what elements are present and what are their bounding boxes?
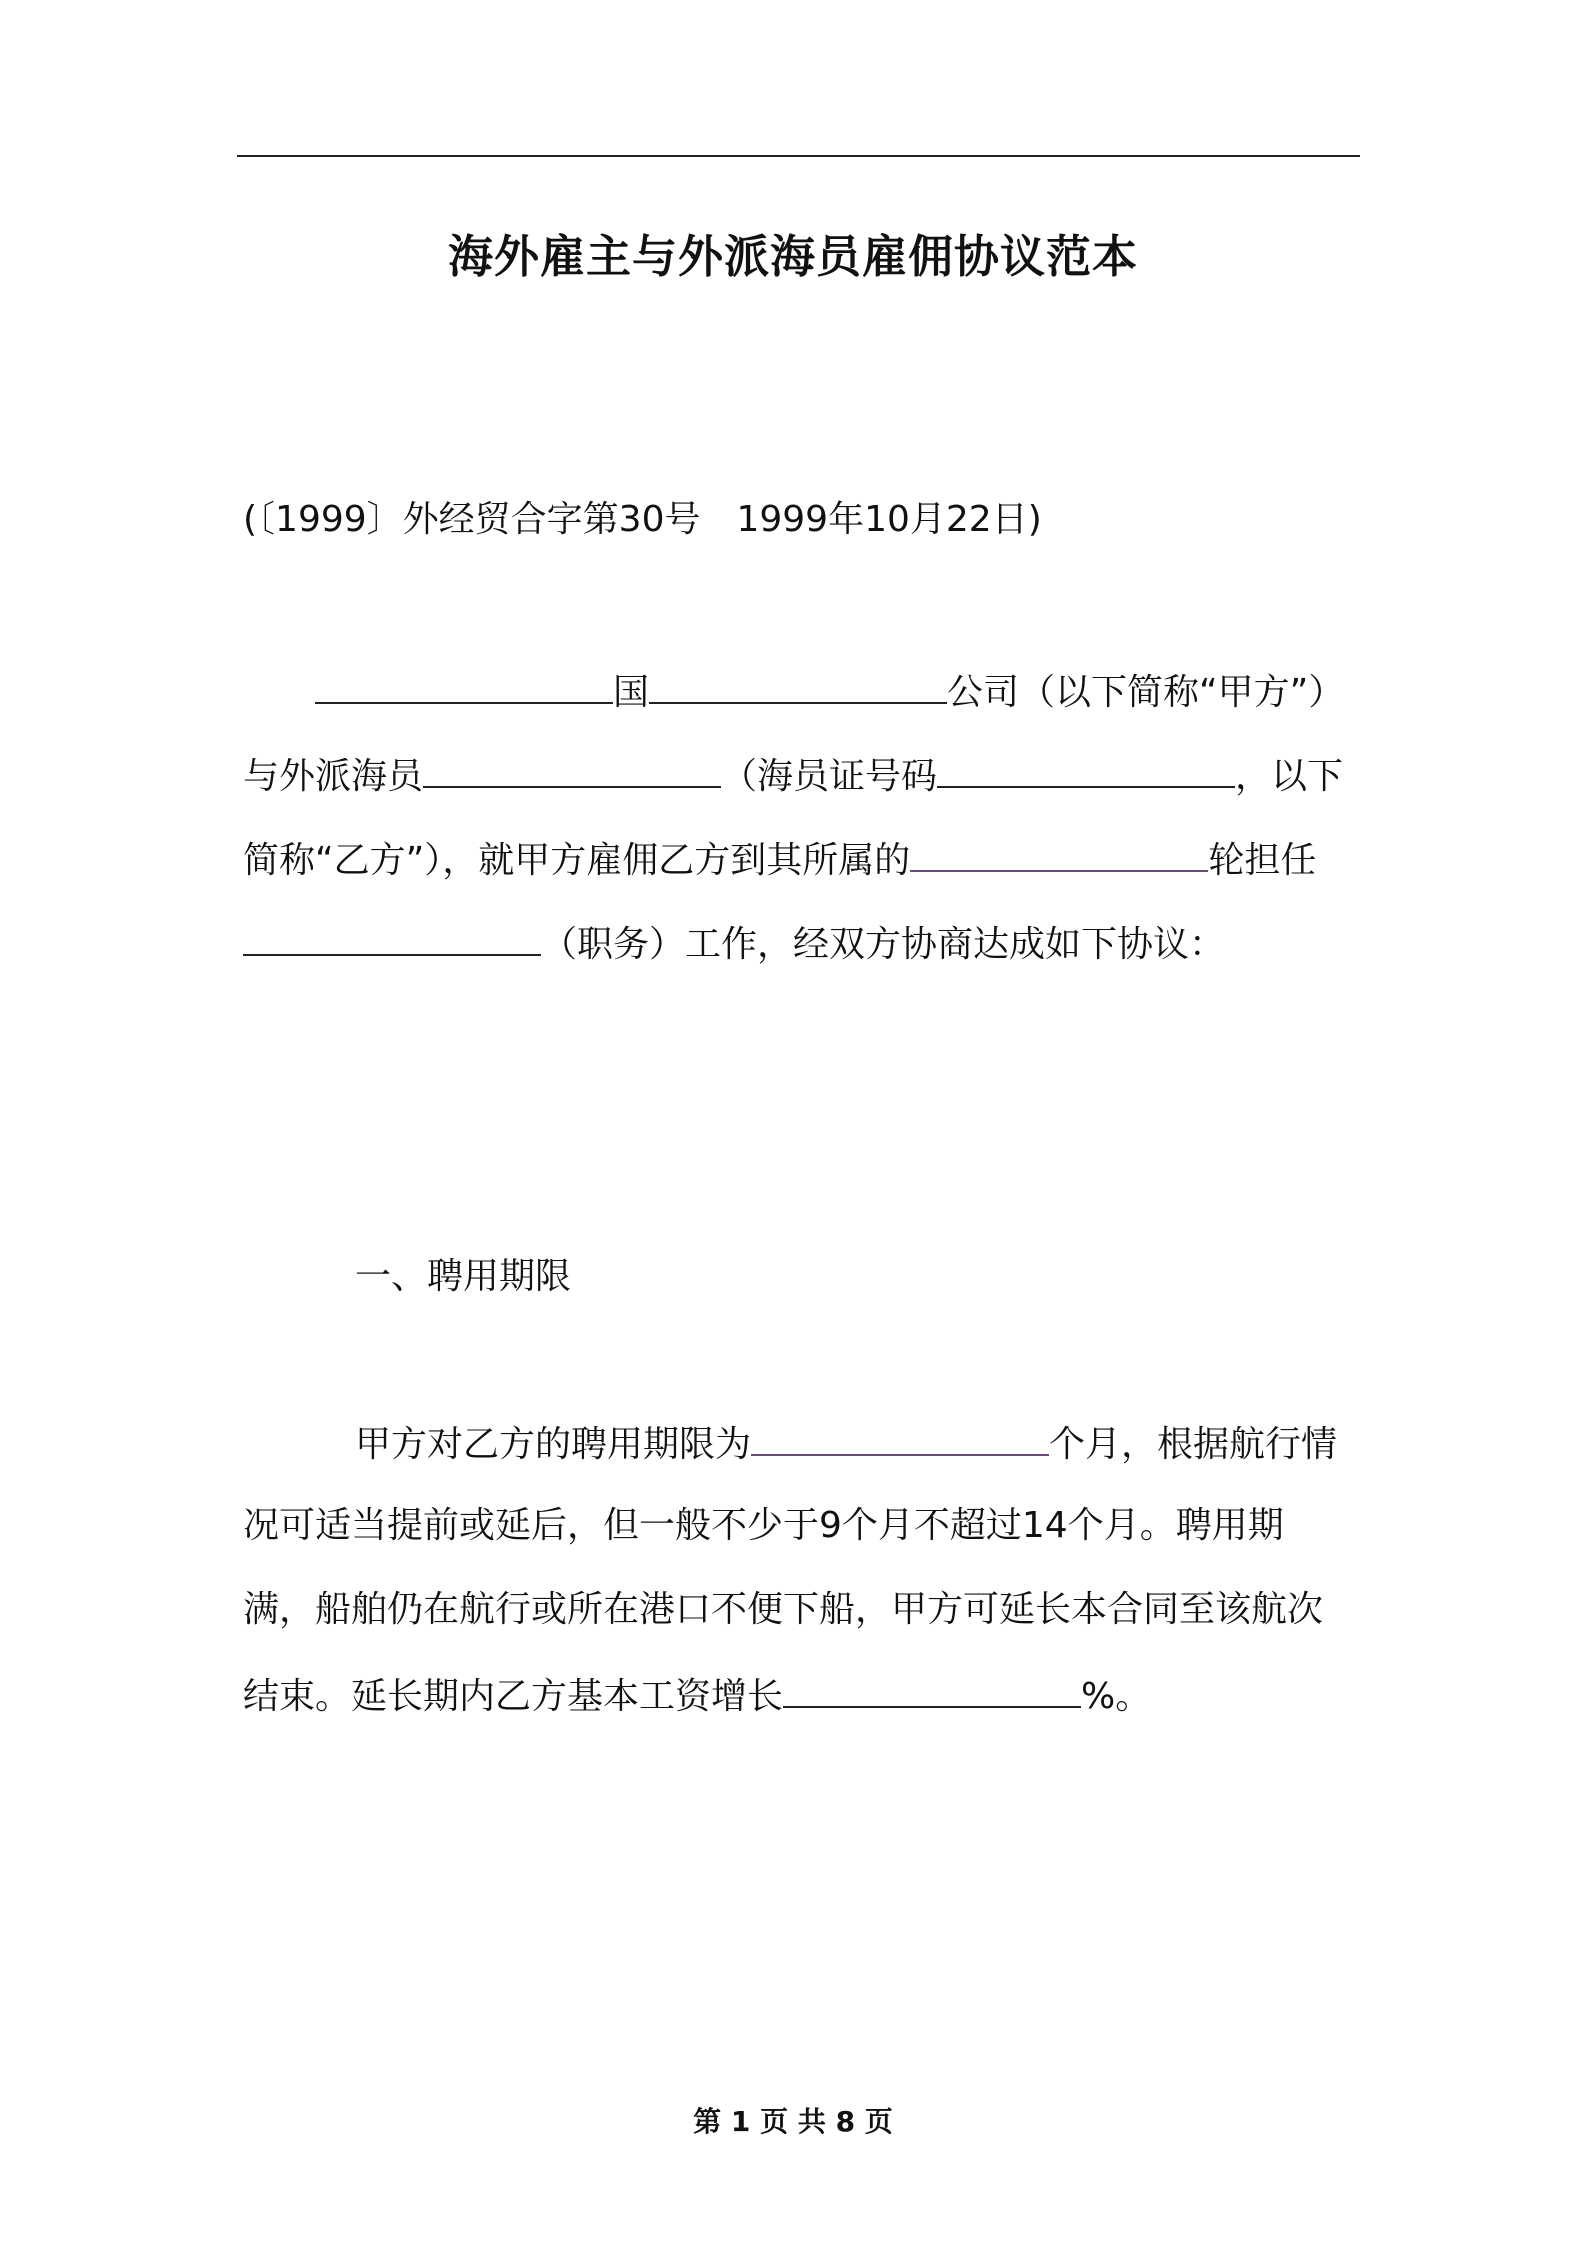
paragraph-text: 个月，根据航行情 <box>1049 1424 1338 1465</box>
page-number-footer: 第 1 页 共 8 页 <box>693 2105 893 2138</box>
intro-line-2 <box>243 752 1363 799</box>
section-1-line-3: 满，船舶仍在航行或所在港口不便下船，甲方可延长本合同至该航次 <box>243 1589 1324 1630</box>
intro-text: （职务）工作，经双方协商达成如下协议： <box>541 924 1226 965</box>
intro-text: 简称“乙方”），就甲方雇佣乙方到其所属的 <box>243 840 911 881</box>
header-rule <box>237 155 1360 157</box>
intro-line-1 <box>243 668 1363 715</box>
intro-text: ，以下 <box>1235 756 1344 797</box>
blank-position[interactable] <box>243 920 541 956</box>
blank-seaman-id[interactable] <box>937 752 1235 788</box>
intro-line-4 <box>243 920 1363 967</box>
intro-text: 国 <box>613 672 650 713</box>
section-1-line-4 <box>243 1672 1363 1719</box>
section-1-heading <box>243 1255 1363 1299</box>
paragraph-text: 结束。延长期内乙方基本工资增长 <box>243 1676 784 1717</box>
section-1-line-2: 况可适当提前或延后，但一般不少于9个月不超过14个月。聘用期 <box>243 1505 1284 1546</box>
reference-line: (〔1999〕外经贸合字第30号 1999年10月22日) <box>243 499 1042 540</box>
intro-text: （海员证号码 <box>721 756 938 797</box>
intro-text: 公司（以下简称“甲方”） <box>947 672 1345 713</box>
document-title: 海外雇主与外派海员雇佣协议范本 <box>447 230 1138 283</box>
intro-text: 轮担任 <box>1208 840 1317 881</box>
blank-ship-name[interactable] <box>910 836 1208 872</box>
blank-country[interactable] <box>315 668 613 704</box>
paragraph-text: %。 <box>1081 1676 1152 1717</box>
section-1-line-1 <box>243 1420 1363 1467</box>
blank-months[interactable] <box>751 1420 1049 1456</box>
intro-line-3 <box>243 836 1363 883</box>
blank-seaman-name[interactable] <box>423 752 721 788</box>
section-heading-text: 一、聘用期限 <box>355 1256 572 1297</box>
blank-salary-increase[interactable] <box>783 1672 1081 1708</box>
intro-text: 与外派海员 <box>243 756 424 797</box>
blank-company[interactable] <box>649 668 947 704</box>
paragraph-text: 甲方对乙方的聘用期限为 <box>355 1424 752 1465</box>
